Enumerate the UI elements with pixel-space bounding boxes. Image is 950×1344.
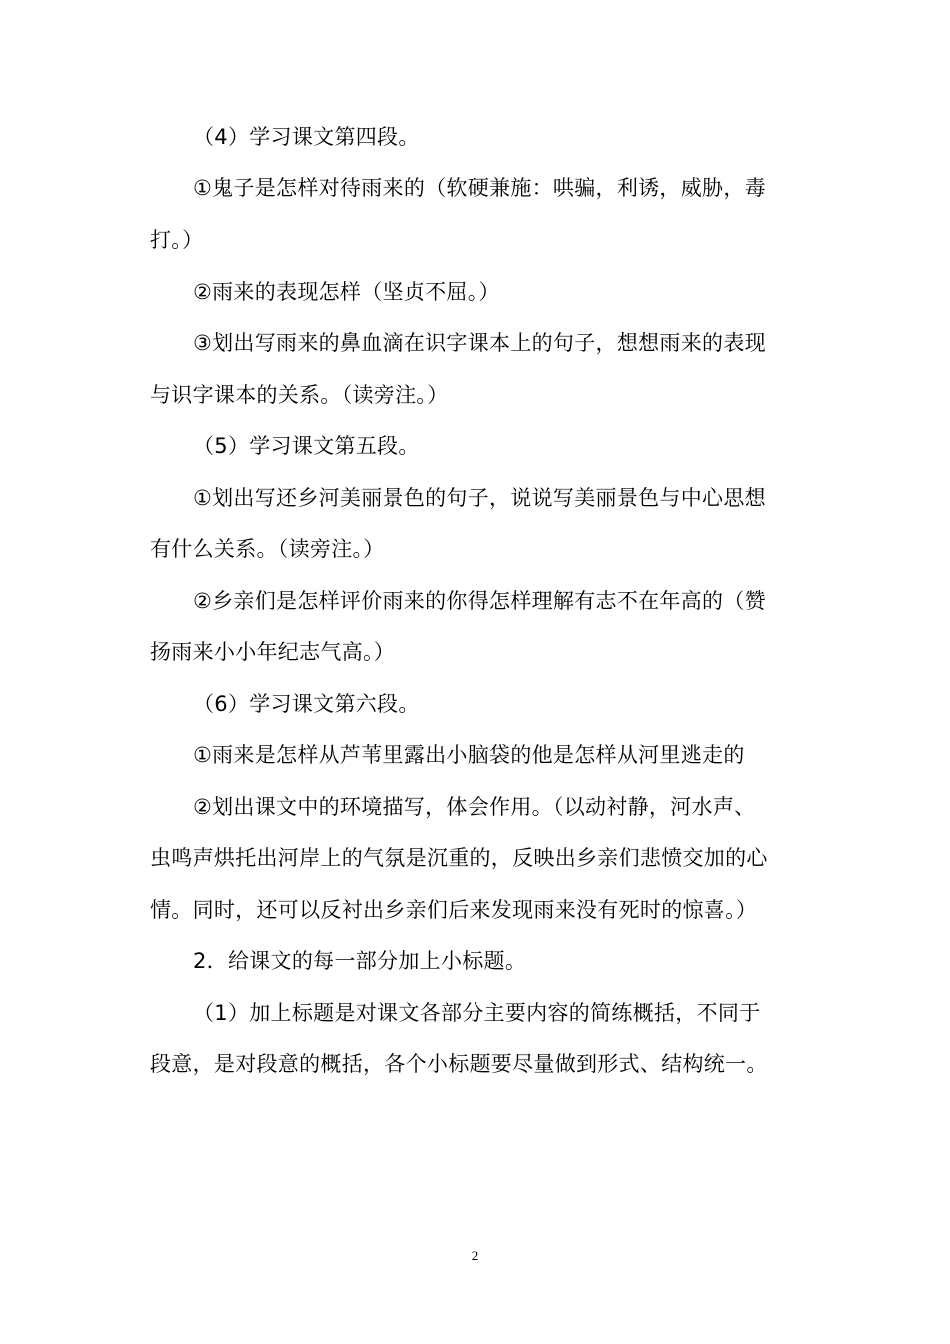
paragraph-line: （1）加上标题是对课文各部分主要内容的简练概括，不同于 (193, 1001, 761, 1025)
paragraph-line: 扬雨来小小年纪志气高。） (150, 640, 396, 664)
paragraph-line: ②雨来的表现怎样（坚贞不屈。） (193, 280, 500, 304)
paragraph-line: 打。） (150, 228, 204, 252)
paragraph-line: 虫鸣声烘托出河岸上的气氛是沉重的，反映出乡亲们悲愤交加的心 (150, 846, 768, 870)
section-5-heading: （5）学习课文第五段。 (193, 434, 420, 458)
paragraph-line: ①雨来是怎样从芦苇里露出小脑袋的他是怎样从河里逃走的 (193, 743, 745, 767)
section-4-heading: （4）学习课文第四段。 (193, 125, 420, 149)
paragraph-line: 有什么关系。（读旁注。） (150, 537, 385, 561)
paragraph-line: 情。同时，还可以反衬出乡亲们后来发现雨来没有死时的惊喜。） (150, 898, 758, 922)
paragraph-line: ①鬼子是怎样对待雨来的（软硬兼施：哄骗，利诱，威胁，毒 (193, 176, 766, 200)
paragraph-line: ①划出写还乡河美丽景色的句子，说说写美丽景色与中心思想 (193, 486, 766, 510)
paragraph-line: 与识字课本的关系。（读旁注。） (150, 383, 449, 407)
numbered-heading: 2．给课文的每一部分加上小标题。 (193, 949, 527, 973)
paragraph-line: ②乡亲们是怎样评价雨来的你得怎样理解有志不在年高的（赞 (193, 589, 766, 613)
paragraph-line: ②划出课文中的环境描写，体会作用。（以动衬静，河水声、 (193, 795, 756, 819)
paragraph-line: ③划出写雨来的鼻血滴在识字课本上的句子，想想雨来的表现 (193, 331, 766, 355)
section-6-heading: （6）学习课文第六段。 (193, 692, 420, 716)
page-number: 2 (471, 1248, 479, 1263)
paragraph-line: 段意，是对段意的概括，各个小标题要尽量做到形式、结构统一。 (150, 1052, 768, 1076)
